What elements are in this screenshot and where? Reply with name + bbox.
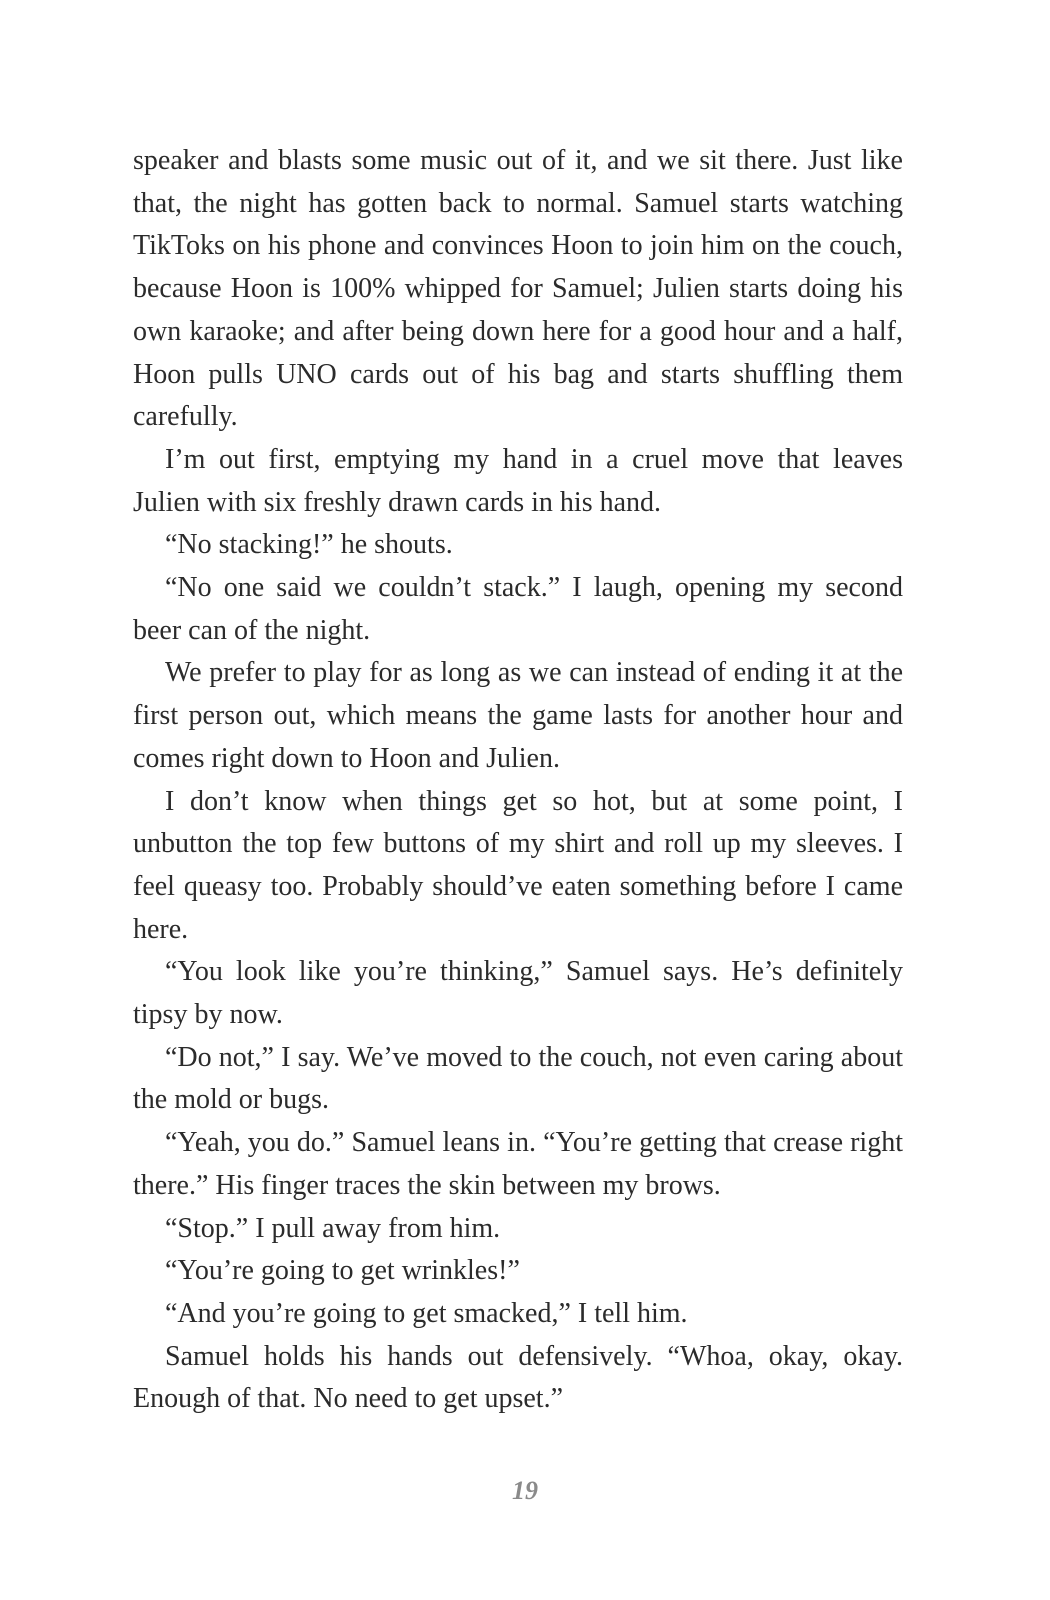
paragraph: “You’re going to get wrinkles!” [165,1255,520,1287]
paragraph: “Stop.” I pull away from him. [165,1212,501,1244]
paragraph: “No one said we couldn’t stack.” I laugh, opening my second beer can of the night. [133,572,903,646]
paragraph: I’m out first, emptying my hand in a cruel move that leaves Julien with six freshly drawn cards in his hand. [133,443,903,518]
paragraph: We prefer to play for as long as we can instead of ending it at the first person out, which means the game lasts for another hour and comes right down to Hoon and Julien. [133,657,903,774]
paragraph: “Do not,” I say. We’ve moved to the couch, not even caring about the mold or bugs. [133,1041,903,1116]
page-number: 19 [512,1476,538,1505]
paragraph: “No stacking!” he shouts. [165,529,453,561]
body-text [133,140,903,1421]
paragraph: “You look like you’re thinking,” Samuel says. He’s definitely tipsy by now. [133,956,903,1031]
paragraph: speaker and blasts some music out of it, and we sit there. Just like that, the night has gotten back to normal. Samuel starts watching TikToks on his phone and convinces Hoon to join him on the couch, because Hoon is 100% whipped for Samuel; Julien starts doing his own karaoke; and after being down here for a good hour and a half, Hoon pulls UNO cards out of his bag and starts shuffling them carefully. [133,145,903,433]
paragraph: I don’t know when things get so hot, but at some point, I unbutton the top few buttons of my shirt and roll up my sleeves. I feel queasy too. Probably should’ve eaten something before I came here. [133,785,903,945]
paragraph: Samuel holds his hands out defensively. “Whoa, okay, okay. Enough of that. No need to get upset.” [133,1340,903,1415]
paragraph: “Yeah, you do.” Samuel leans in. “You’re getting that crease right there.” His finger traces the skin between my brows. [133,1127,903,1201]
paragraph: “And you’re going to get smacked,” I tell him. [165,1297,688,1329]
